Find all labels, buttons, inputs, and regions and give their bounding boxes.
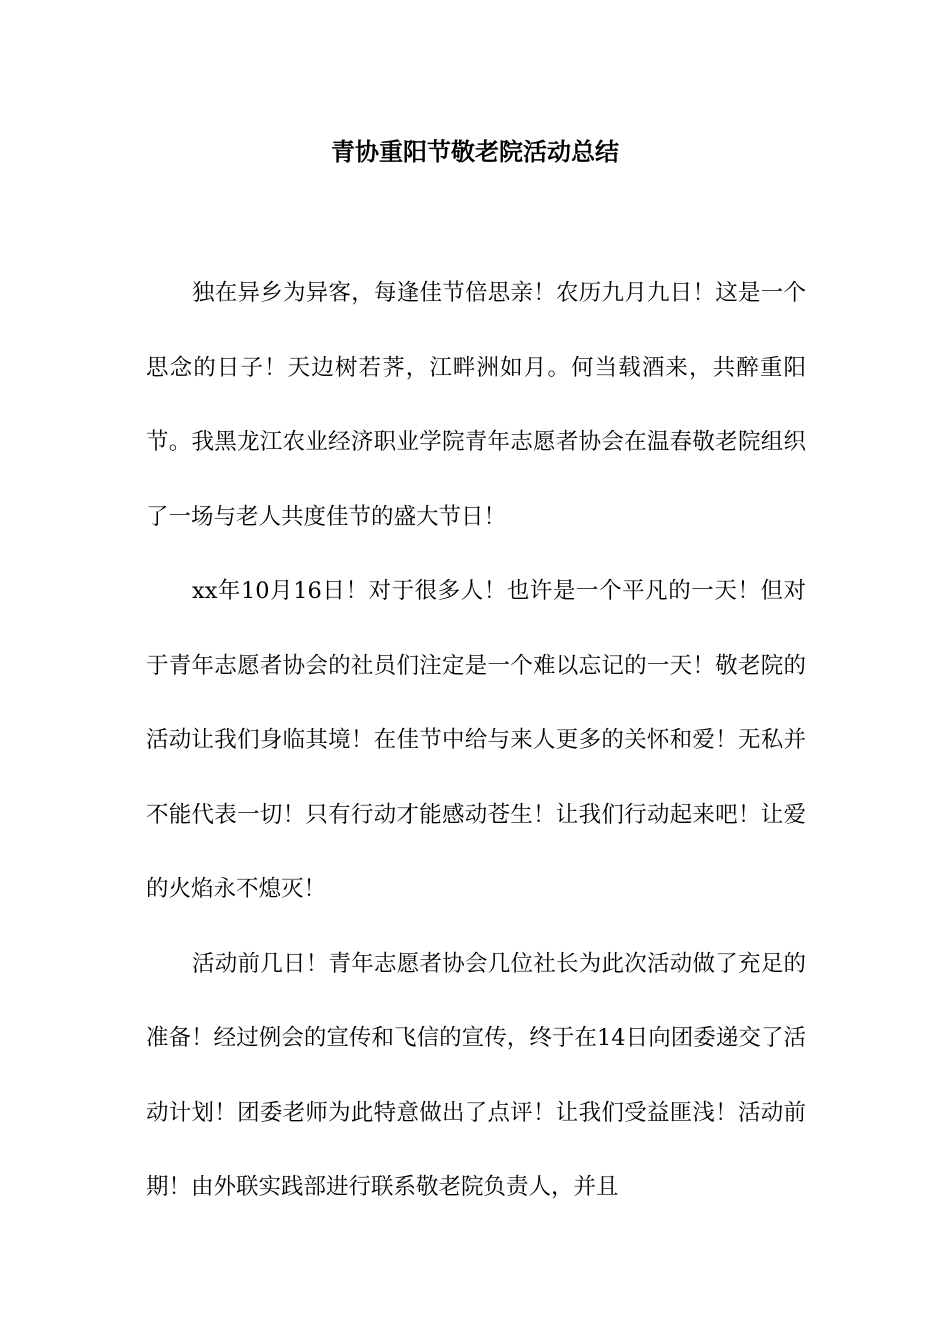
paragraph-3: 活动前几日！青年志愿者协会几位社长为此次活动做了充足的准备！经过例会的宣传和飞信的宣传，终于在14日向团委递交了活动计划！团委老师为此特意做出了点评！让我们受益匪浅！活动前期！由外联实践部进行联系敬老院负责人，并且: [146, 950, 806, 1200]
paragraph-2: xx年10月16日！对于很多人！也许是一个平凡的一天！但对于青年志愿者协会的社员们注定是一个难以忘记的一天！敬老院的活动让我们身临其境！在佳节中给与来人更多的关怀和爱！无私并不能代表一切！只有行动才能感动苍生！让我们行动起来吧！让爱的火焰永不熄灭！: [146, 578, 806, 902]
document-title: 青协重阳节敬老院活动总结: [331, 137, 619, 166]
document-body: [146, 256, 806, 1225]
paragraph-1: 独在异乡为异客，每逢佳节倍思亲！农历九月九日！这是一个思念的日子！天边树若荠，江畔洲如月。何当载酒来，共醉重阳节。我黑龙江农业经济职业学院青年志愿者协会在温春敬老院组织了一场与老人共度佳节的盛大节日！: [146, 280, 806, 530]
